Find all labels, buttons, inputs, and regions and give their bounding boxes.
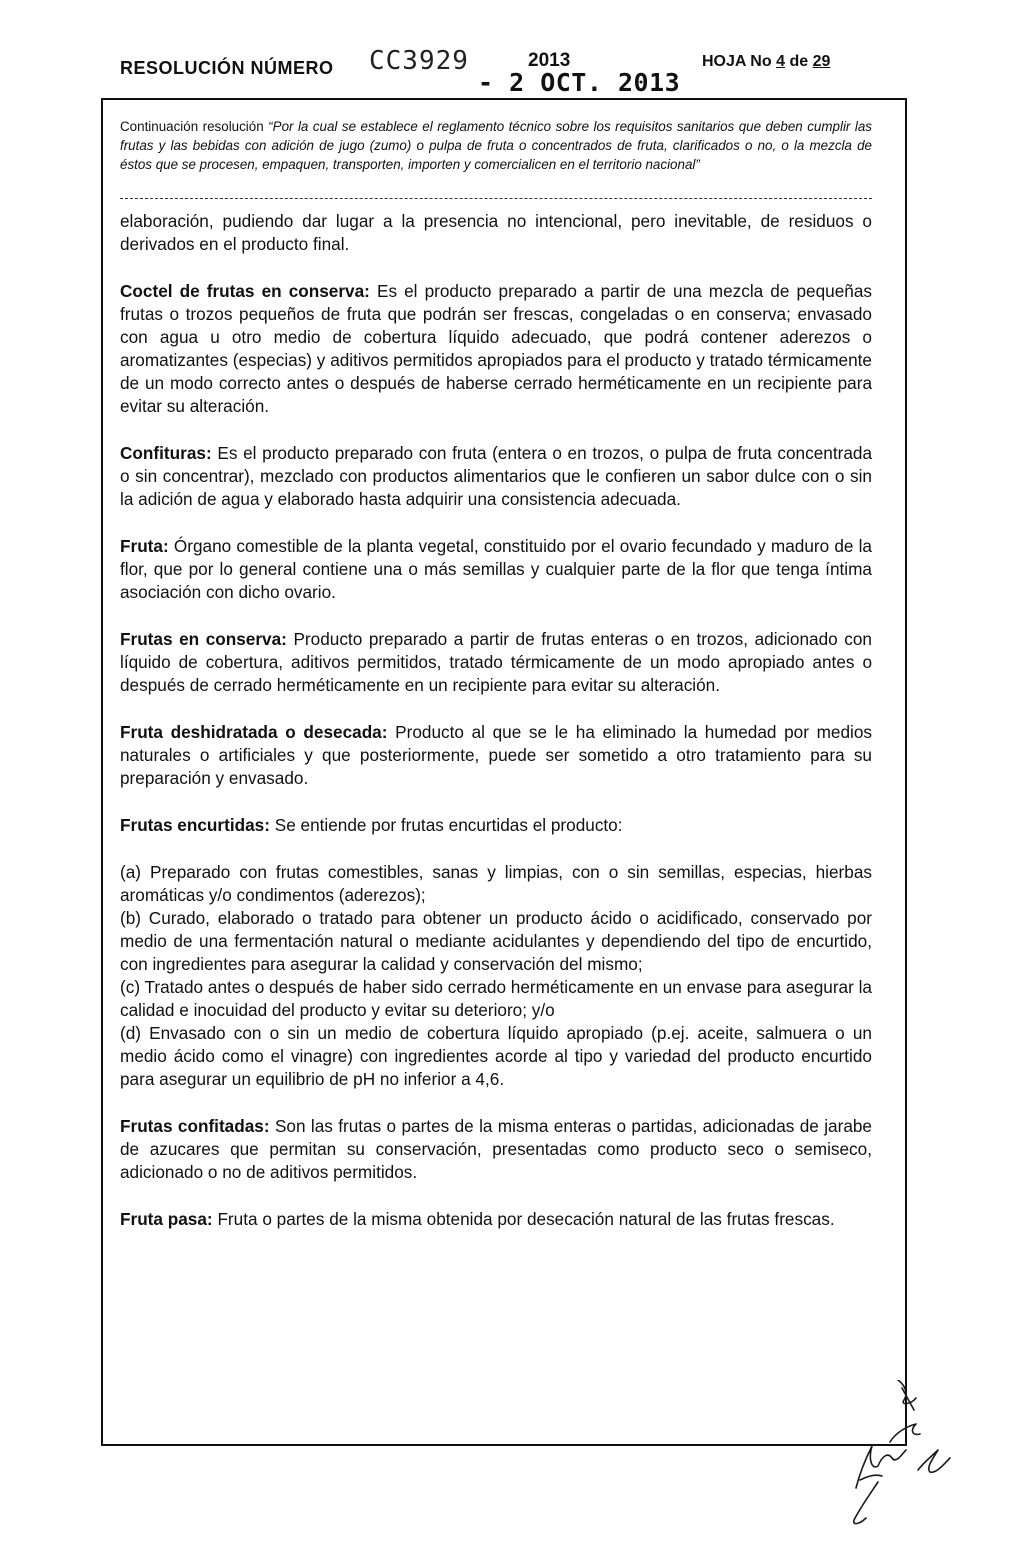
continuation-quote: “Por la cual se establece el reglamento técnico sobre los requisitos sanitarios que deben cumplir las frutas y las bebidas con adición de jugo (zumo) o pulpa de fruta o concentrados de fruta, clarificados o no, o la mezcla de éstos que se procesen, empaquen, transporten, importen y comercialicen en el territorio nacional” bbox=[120, 119, 872, 172]
definition-confituras bbox=[120, 442, 872, 511]
definition-text: Producto al que se le ha eliminado la humedad por medios naturales o artificiales y que posteriormente, puede ser sometido a otro tratamiento para su preparación y envasado. bbox=[120, 722, 872, 788]
definition-text: Son las frutas o partes de la misma enteras o partidas, adicionadas de jarabe de azucares que permitan su conservación, presentadas como producto seco o semiseco, adicionado o no de aditivos permitidos. bbox=[120, 1116, 872, 1182]
definition-term: Frutas en conserva: bbox=[120, 629, 287, 649]
sheet-total: 29 bbox=[812, 53, 831, 70]
list-item-b: (b) Curado, elaborado o tratado para obtener un producto ácido o acidificado, conservado por medio de una fermentación natural o mediante acidulantes y dependiendo del tipo de encurtido, con ingredientes para asegurar la calidad y conservación del mismo; bbox=[120, 908, 872, 974]
definition-text: Producto preparado a partir de frutas enteras o en trozos, adicionado con líquido de cobertura, aditivos permitidos, tratado térmicamente de un modo apropiado antes o después de cerrado herméticamente en un recipiente para evitar su alteración. bbox=[120, 629, 872, 695]
paragraph-intro: elaboración, pudiendo dar lugar a la presencia no intencional, pero inevitable, de residuos o derivados en el producto final. bbox=[120, 211, 872, 254]
definition-term: Frutas confitadas: bbox=[120, 1116, 270, 1136]
definition-text: Es el producto preparado a partir de una mezcla de pequeñas frutas o trozos pequeños de fruta que podrán ser frescas, congeladas o en conserva; envasado con agua u otro medio de cobertura líquido adecuado, que podrá contener aderezos o aromatizantes (especias) y aditivos permitidos apropiados para el producto y tratado térmicamente de un modo correcto antes o después de haberse cerrado herméticamente en un recipiente para evitar su alteración. bbox=[120, 281, 872, 416]
date-stamp: - 2 OCT. 2013 bbox=[478, 68, 681, 97]
definition-fruta bbox=[120, 535, 872, 604]
document-body bbox=[120, 210, 872, 1255]
document-header bbox=[0, 0, 1024, 100]
sheet-of: de bbox=[789, 53, 809, 70]
dashed-divider bbox=[120, 198, 872, 199]
definition-text: Fruta o partes de la misma obtenida por desecación natural de las frutas frescas. bbox=[217, 1209, 835, 1229]
handwritten-signature bbox=[820, 1380, 960, 1530]
definition-frutas-conserva bbox=[120, 628, 872, 697]
definition-text: Órgano comestible de la planta vegetal, constituido por el ovario fecundado y maduro de la flor, que por lo general contiene una o más semillas y cualquier parte de la flor que tenga íntima asociación con dicho ovario. bbox=[120, 536, 872, 602]
definition-term: Fruta pasa: bbox=[120, 1209, 213, 1229]
continuation-note bbox=[120, 117, 872, 174]
definition-term: Fruta: bbox=[120, 536, 169, 556]
definition-fruta-pasa bbox=[120, 1208, 872, 1231]
definition-fruta-deshidratada bbox=[120, 721, 872, 790]
definition-frutas-confitadas bbox=[120, 1115, 872, 1184]
resolution-year: 2013 bbox=[528, 50, 571, 71]
resolution-number: CC3929 bbox=[369, 46, 469, 76]
list-item-d: (d) Envasado con o sin un medio de cobertura líquido apropiado (p.ej. aceite, salmuera o un medio ácido como el vinagre) con ingredientes acorde al tipo y variedad del producto encurtido para asegurar un equilibrio de pH no inferior a 4,6. bbox=[120, 1023, 872, 1089]
list-item-c: (c) Tratado antes o después de haber sido cerrado herméticamente en un envase para asegurar la calidad e inocuidad del producto y evitar su deterioro; y/o bbox=[120, 977, 872, 1020]
continuation-prefix: Continuación resolución bbox=[120, 119, 264, 134]
definition-term: Coctel de frutas en conserva: bbox=[120, 281, 370, 301]
definition-text: Es el producto preparado con fruta (entera o en trozos, o pulpa de fruta concentrada o sin concentrar), mezclado con productos alimentarios que le confieren un sabor dulce con o sin la adición de agua y elaborado hasta adquirir una consistencia adecuada. bbox=[120, 443, 873, 509]
list-item-a: (a) Preparado con frutas comestibles, sanas y limpias, con o sin semillas, especias, hierbas aromáticas y/o condimentos (aderezos); bbox=[120, 862, 872, 905]
definition-term: Frutas encurtidas: bbox=[120, 815, 270, 835]
resolution-label: RESOLUCIÓN NÚMERO bbox=[120, 58, 334, 78]
definition-term: Fruta deshidratada o desecada: bbox=[120, 722, 388, 742]
definition-text: Se entiende por frutas encurtidas el producto: bbox=[274, 815, 623, 835]
definition-coctel bbox=[120, 280, 872, 418]
sheet-number bbox=[702, 53, 830, 71]
definition-frutas-encurtidas bbox=[120, 814, 872, 837]
sheet-label: HOJA No bbox=[702, 53, 772, 70]
definition-term: Confituras: bbox=[120, 443, 212, 463]
sheet-current: 4 bbox=[776, 53, 785, 70]
